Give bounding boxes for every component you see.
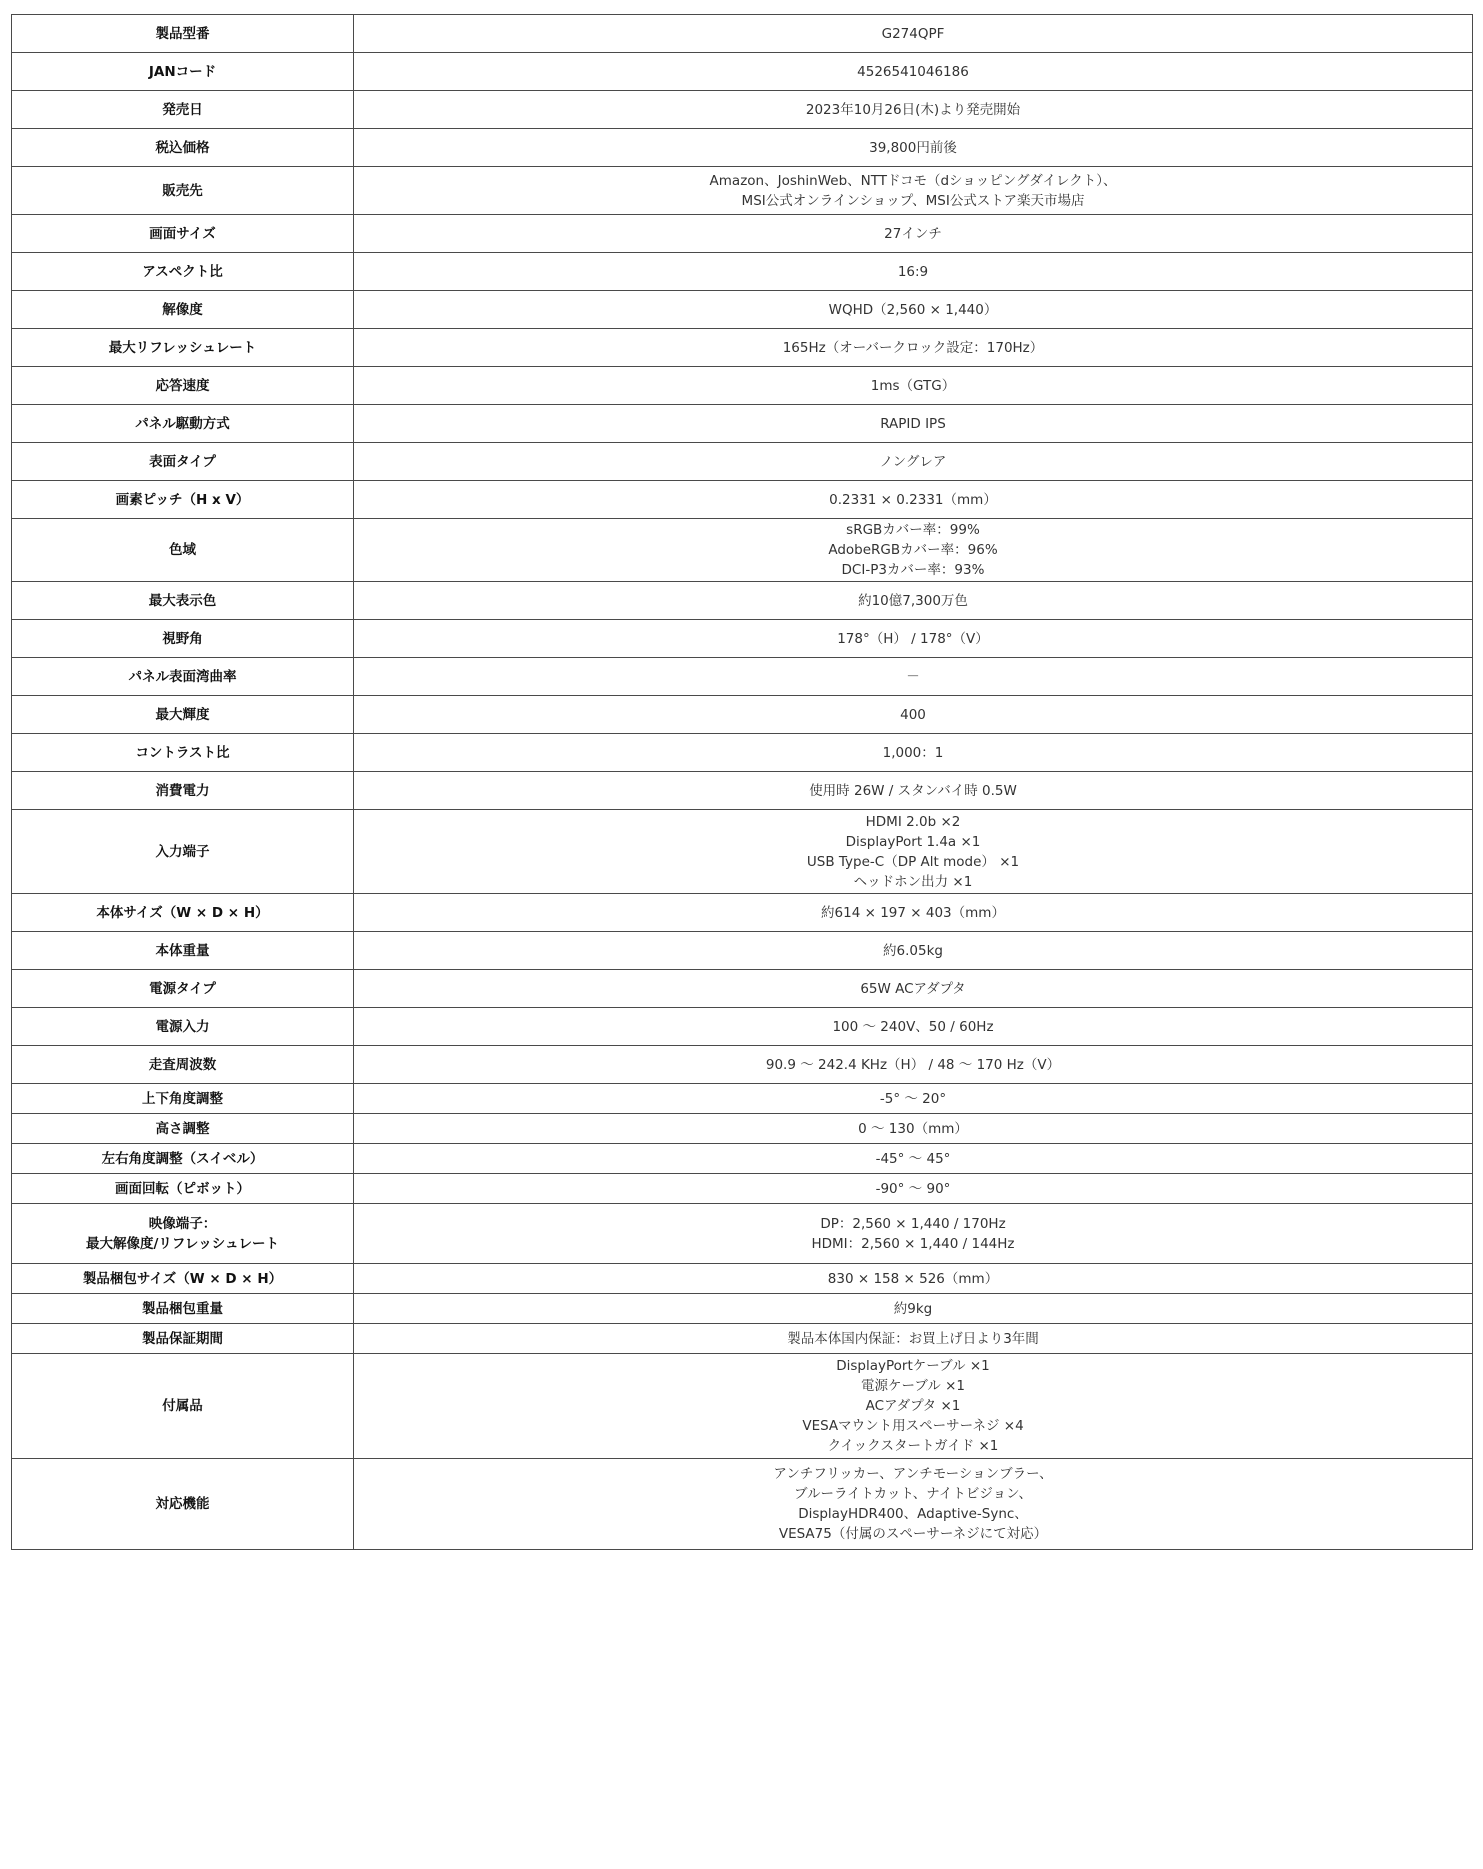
spec-row <box>12 1144 1473 1174</box>
spec-value: VESA75（付属のスペーサーネジにて対応） <box>778 1526 1048 1542</box>
spec-value-cell <box>354 405 1473 443</box>
spec-label-cell <box>12 91 354 129</box>
spec-value-cell <box>354 582 1473 620</box>
spec-value: ノングレア <box>879 453 947 470</box>
spec-row <box>12 91 1473 129</box>
spec-label-cell <box>12 367 354 405</box>
spec-sheet <box>11 14 1472 1550</box>
spec-value: HDMI：2,560 × 1,440 / 144Hz <box>811 1235 1015 1252</box>
spec-value: 65W ACアダプタ <box>860 980 966 997</box>
spec-value-cell <box>354 932 1473 970</box>
spec-value-cell <box>354 1324 1473 1354</box>
spec-value-cell <box>354 167 1473 215</box>
spec-value-cell <box>354 519 1473 582</box>
spec-row <box>12 970 1473 1008</box>
spec-label-cell <box>12 1114 354 1144</box>
spec-row <box>12 129 1473 167</box>
spec-row <box>12 894 1473 932</box>
spec-value-cell <box>354 894 1473 932</box>
spec-value: 約10億7,300万色 <box>858 592 968 609</box>
spec-value: WQHD（2,560 × 1,440） <box>828 301 998 318</box>
spec-row <box>12 1174 1473 1204</box>
spec-value: 100 ～ 240V、50 / 60Hz <box>832 1018 994 1035</box>
spec-value-cell <box>354 1046 1473 1084</box>
spec-value: 約6.05kg <box>883 942 943 959</box>
spec-label: 走査周波数 <box>148 1056 217 1073</box>
spec-value: 0.2331 × 0.2331（mm） <box>829 491 997 508</box>
spec-row <box>12 1114 1473 1144</box>
spec-label: 付属品 <box>162 1398 203 1414</box>
spec-row <box>12 329 1473 367</box>
spec-row <box>12 734 1473 772</box>
spec-value-cell <box>354 367 1473 405</box>
spec-table-body <box>12 15 1473 1550</box>
spec-label-cell <box>12 1294 354 1324</box>
spec-row <box>12 1459 1473 1550</box>
spec-label: アスペクト比 <box>142 263 223 280</box>
spec-label-cell <box>12 970 354 1008</box>
spec-value: 16:9 <box>897 263 929 280</box>
spec-label-cell <box>12 1174 354 1204</box>
spec-label: 画素ピッチ（H x V） <box>115 491 250 508</box>
spec-value: 39,800円前後 <box>869 139 957 156</box>
spec-label-cell <box>12 405 354 443</box>
spec-value-cell <box>354 810 1473 894</box>
spec-row <box>12 582 1473 620</box>
spec-row <box>12 519 1473 582</box>
spec-value-cell <box>354 443 1473 481</box>
spec-label-cell <box>12 15 354 53</box>
spec-value-cell <box>354 329 1473 367</box>
spec-row <box>12 443 1473 481</box>
spec-row <box>12 772 1473 810</box>
spec-label: 電源入力 <box>155 1018 210 1035</box>
spec-value: DisplayPortケーブル ×1 <box>836 1358 990 1374</box>
spec-row <box>12 405 1473 443</box>
spec-value-cell <box>354 1174 1473 1204</box>
spec-value-cell <box>354 129 1473 167</box>
spec-value-cell <box>354 91 1473 129</box>
spec-label: 上下角度調整 <box>142 1090 223 1107</box>
spec-label-cell <box>12 620 354 658</box>
spec-row <box>12 1264 1473 1294</box>
spec-value-cell <box>354 1084 1473 1114</box>
spec-label-cell <box>12 1324 354 1354</box>
spec-label-cell <box>12 734 354 772</box>
spec-value-cell <box>354 1008 1473 1046</box>
spec-row <box>12 1324 1473 1354</box>
spec-label-cell <box>12 167 354 215</box>
spec-label: 最大表示色 <box>148 592 217 609</box>
spec-label: パネル駆動方式 <box>135 415 230 432</box>
spec-label-cell <box>12 1046 354 1084</box>
spec-label: 製品梱包重量 <box>142 1300 223 1317</box>
spec-label-cell <box>12 519 354 582</box>
spec-value: -5° ～ 20° <box>879 1090 947 1107</box>
spec-label: 最大解像度/リフレッシュレート <box>86 1235 279 1252</box>
spec-value: 178°（H） / 178°（V） <box>837 630 989 647</box>
spec-label-cell <box>12 253 354 291</box>
spec-value: 90.9 ～ 242.4 KHz（H） / 48 ～ 170 Hz（V） <box>765 1056 1061 1073</box>
spec-row <box>12 253 1473 291</box>
spec-value: 0 ～ 130（mm） <box>858 1120 968 1137</box>
spec-row <box>12 53 1473 91</box>
spec-value: 1,000：1 <box>882 744 944 761</box>
spec-row <box>12 696 1473 734</box>
spec-label-cell <box>12 1264 354 1294</box>
spec-label: 発売日 <box>162 101 203 118</box>
spec-value: 400 <box>900 706 926 723</box>
spec-label: 映像端子： <box>148 1215 217 1232</box>
spec-value: 27インチ <box>884 225 942 242</box>
spec-label: 製品保証期間 <box>142 1330 223 1347</box>
spec-label-cell <box>12 582 354 620</box>
spec-label: 電源タイプ <box>149 980 216 997</box>
spec-value: sRGBカバー率：99% <box>846 522 980 538</box>
spec-row <box>12 1008 1473 1046</box>
spec-value: DisplayPort 1.4a ×1 <box>845 833 981 850</box>
spec-label-cell <box>12 1354 354 1459</box>
spec-row <box>12 932 1473 970</box>
spec-label: 本体サイズ（W × D × H） <box>96 904 269 921</box>
spec-value: 約614 × 197 × 403（mm） <box>821 904 1005 921</box>
spec-label-cell <box>12 1204 354 1264</box>
spec-value-cell <box>354 1264 1473 1294</box>
spec-row <box>12 620 1473 658</box>
spec-value: AdobeRGBカバー率：96% <box>828 542 998 558</box>
spec-value: ブルーライトカット、ナイトビジョン、 <box>793 1486 1032 1502</box>
spec-row <box>12 1354 1473 1459</box>
spec-label-cell <box>12 53 354 91</box>
spec-row <box>12 215 1473 253</box>
spec-value: MSI公式オンラインショップ、MSI公式ストア楽天市場店 <box>741 192 1085 209</box>
spec-row <box>12 367 1473 405</box>
spec-label-cell <box>12 291 354 329</box>
spec-value-cell <box>354 215 1473 253</box>
spec-label-cell <box>12 810 354 894</box>
spec-label: 左右角度調整（スイベル） <box>101 1150 264 1167</box>
spec-value: VESAマウント用スペーサーネジ ×4 <box>802 1418 1024 1434</box>
spec-value: HDMI 2.0b ×2 <box>865 813 961 830</box>
spec-value: 2023年10月26日(木)より発売開始 <box>805 101 1021 118</box>
spec-value: -45° ～ 45° <box>875 1150 951 1167</box>
spec-label: 視野角 <box>162 630 203 647</box>
spec-value: USB Type-C（DP Alt mode） ×1 <box>806 853 1020 870</box>
spec-label-cell <box>12 1084 354 1114</box>
spec-value-cell <box>354 253 1473 291</box>
spec-label-cell <box>12 329 354 367</box>
spec-label: 画面サイズ <box>149 225 216 242</box>
spec-label: 高さ調整 <box>155 1120 210 1137</box>
spec-label: 最大リフレッシュレート <box>108 339 257 356</box>
spec-label-cell <box>12 932 354 970</box>
spec-value-cell <box>354 291 1473 329</box>
spec-value-cell <box>354 620 1473 658</box>
spec-label: 消費電力 <box>155 782 210 799</box>
spec-value: 165Hz（オーバークロック設定：170Hz） <box>782 339 1044 356</box>
spec-value: アンチフリッカー、アンチモーションブラー、 <box>773 1466 1053 1482</box>
spec-row <box>12 167 1473 215</box>
spec-label: 応答速度 <box>155 377 210 394</box>
spec-row <box>12 15 1473 53</box>
spec-label: コントラスト比 <box>135 744 230 761</box>
spec-label-cell <box>12 481 354 519</box>
spec-label-cell <box>12 1008 354 1046</box>
spec-label: 解像度 <box>162 301 203 318</box>
spec-label: 販売先 <box>162 182 203 199</box>
spec-label: 表面タイプ <box>149 453 216 470</box>
spec-value-cell <box>354 696 1473 734</box>
spec-value-cell <box>354 1144 1473 1174</box>
spec-value: 830 × 158 × 526（mm） <box>827 1270 999 1287</box>
spec-value-cell <box>354 1294 1473 1324</box>
spec-row <box>12 1294 1473 1324</box>
spec-label: 色域 <box>169 542 196 558</box>
spec-value-cell <box>354 1114 1473 1144</box>
spec-label-cell <box>12 129 354 167</box>
spec-row <box>12 1084 1473 1114</box>
spec-label-cell <box>12 215 354 253</box>
spec-value-cell <box>354 1204 1473 1264</box>
spec-row <box>12 1204 1473 1264</box>
spec-label: パネル表面湾曲率 <box>128 668 237 685</box>
spec-row <box>12 481 1473 519</box>
spec-label-cell <box>12 772 354 810</box>
spec-label-cell <box>12 1459 354 1550</box>
spec-value: 4526541046186 <box>857 63 969 80</box>
spec-value-cell <box>354 970 1473 1008</box>
spec-value: クイックスタートガイド ×1 <box>827 1438 999 1454</box>
spec-table <box>11 14 1473 1550</box>
spec-value-cell <box>354 1354 1473 1459</box>
spec-label: 税込価格 <box>155 139 210 156</box>
spec-label: 最大輝度 <box>155 706 210 723</box>
spec-label: 画面回転（ピボット） <box>115 1180 250 1197</box>
spec-value: RAPID IPS <box>880 415 946 432</box>
spec-value: ヘッドホン出力 ×1 <box>853 873 973 890</box>
spec-value-cell <box>354 1459 1473 1550</box>
spec-label: 製品梱包サイズ（W × D × H） <box>82 1270 283 1287</box>
spec-value: DCI-P3カバー率：93% <box>841 562 985 578</box>
spec-value: ACアダプタ ×1 <box>865 1398 961 1414</box>
spec-label: JANコード <box>148 63 217 80</box>
spec-value-cell <box>354 481 1473 519</box>
spec-row <box>12 810 1473 894</box>
spec-value: DisplayHDR400、Adaptive-Sync、 <box>798 1506 1028 1522</box>
spec-label: 入力端子 <box>155 843 210 860</box>
spec-value: 電源ケーブル ×1 <box>861 1378 965 1394</box>
spec-value-cell <box>354 658 1473 696</box>
spec-label-cell <box>12 443 354 481</box>
spec-label: 製品型番 <box>155 25 210 42</box>
spec-label-cell <box>12 894 354 932</box>
spec-value-cell <box>354 15 1473 53</box>
spec-value: 1ms（GTG） <box>870 377 956 394</box>
spec-label-cell <box>12 1144 354 1174</box>
spec-value: － <box>906 668 920 685</box>
spec-value-cell <box>354 772 1473 810</box>
spec-label-cell <box>12 696 354 734</box>
spec-value: 使用時 26W / スタンバイ時 0.5W <box>809 782 1017 799</box>
spec-value-cell <box>354 734 1473 772</box>
spec-value: Amazon、JoshinWeb、NTTドコモ（dショッピングダイレクト）、 <box>709 172 1117 189</box>
spec-row <box>12 291 1473 329</box>
spec-label: 対応機能 <box>155 1496 210 1512</box>
spec-row <box>12 1046 1473 1084</box>
spec-row <box>12 658 1473 696</box>
spec-value: -90° ～ 90° <box>875 1180 951 1197</box>
spec-value: G274QPF <box>881 25 945 42</box>
spec-label-cell <box>12 658 354 696</box>
spec-value: 約9kg <box>893 1300 933 1317</box>
spec-value: 製品本体国内保証：お買上げ日より3年間 <box>787 1330 1039 1347</box>
spec-label: 本体重量 <box>155 942 210 959</box>
spec-value-cell <box>354 53 1473 91</box>
spec-value: DP：2,560 × 1,440 / 170Hz <box>820 1215 1006 1232</box>
